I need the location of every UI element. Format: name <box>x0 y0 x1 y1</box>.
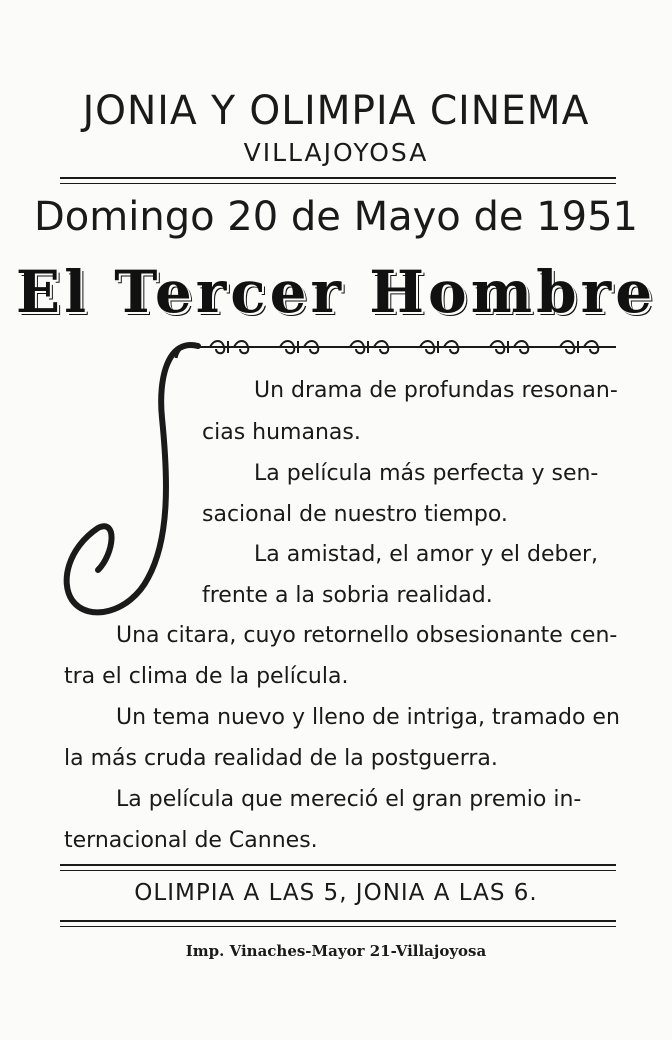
printer-credit: Imp. Vinaches-Mayor 21-Villajoyosa <box>185 942 487 960</box>
cinema-name: JONIA Y OLIMPIA CINEMA <box>82 88 590 134</box>
divider-top-1 <box>60 177 616 179</box>
synopsis-line: ternacional de Cannes. <box>64 828 318 853</box>
divider-bottom-2 <box>60 926 616 927</box>
synopsis-line: frente a la sobria realidad. <box>202 583 493 608</box>
divider-bottom-1 <box>60 920 616 922</box>
synopsis-line: sacional de nuestro tiempo. <box>202 502 508 527</box>
synopsis-line: Una citara, cuyo retornello obsesionante cen- <box>116 623 618 648</box>
synopsis-line: Un tema nuevo y lleno de intriga, tramado en <box>116 705 620 730</box>
synopsis-line: Un drama de profundas resonan- <box>254 378 618 403</box>
synopsis-line: cias humanas. <box>202 420 361 445</box>
divider-top-2 <box>60 183 616 184</box>
decorative-initial-S-icon <box>58 338 208 623</box>
decorative-border-icon <box>200 338 616 356</box>
film-title: El Tercer Hombre <box>15 258 657 326</box>
synopsis-line: La amistad, el amor y el deber, <box>254 542 599 567</box>
town-name: VILLAJOYOSA <box>243 138 429 167</box>
synopsis-line: La película más perfecta y sen- <box>254 461 599 486</box>
divider-mid-1 <box>60 864 616 866</box>
synopsis-line: la más cruda realidad de la postguerra. <box>64 746 498 771</box>
synopsis-line: La película que mereció el gran premio in- <box>116 787 582 812</box>
divider-mid-2 <box>60 870 616 871</box>
event-date: Domingo 20 de Mayo de 1951 <box>33 194 638 240</box>
showtimes: OLIMPIA A LAS 5, JONIA A LAS 6. <box>134 880 538 906</box>
synopsis-line: tra el clima de la película. <box>64 664 349 689</box>
